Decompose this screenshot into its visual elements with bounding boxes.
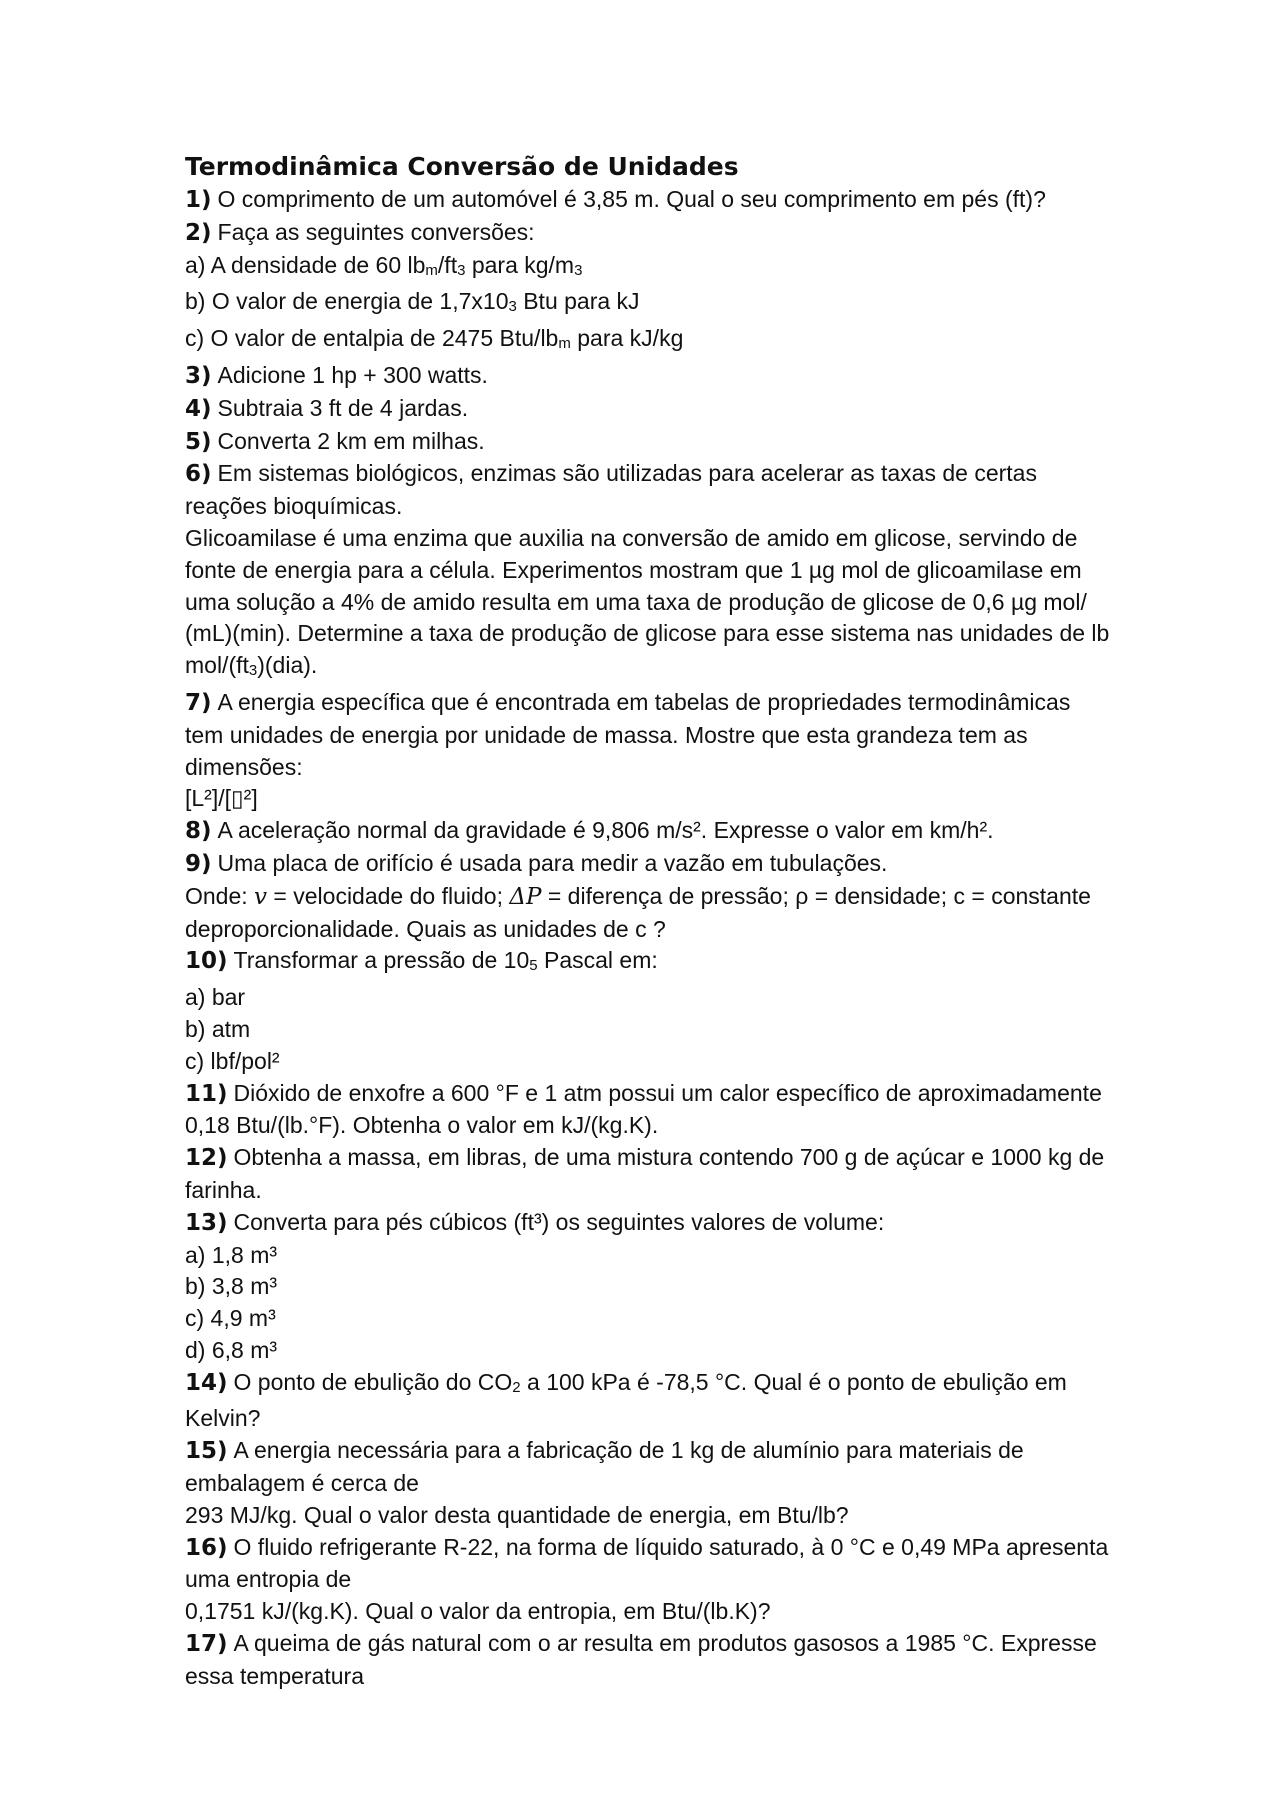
question-number: 9) (185, 850, 212, 877)
text-run: Glicoamilase é uma enzima que auxilia na conversão de amido em glicose, servindo de fonte de energia para a célula. Experimentos mostram que 1 µg mol de glicoamilase em uma solução a 4% de amido resulta em uma taxa de produção de glicose de 0,6 µg mol/ (mL)(min). Determine a taxa de produção de glicose para esse sistema nas unidades de lb mol/(ft (185, 524, 1110, 679)
question-text: Subtraia 3 ft de 4 jardas. (217, 394, 469, 421)
text-run: Pascal em: (537, 947, 658, 974)
question-10 (185, 945, 1115, 982)
question-number: 2) (185, 219, 212, 246)
document-title: Termodinâmica Conversão de Unidades (185, 152, 739, 181)
question-2-item-c (185, 323, 1115, 360)
text-run: Onde: (185, 882, 255, 909)
question-13-item-a: a) 1,8 m³ (185, 1241, 278, 1268)
question-text: Adicione 1 hp + 300 watts. (217, 361, 488, 388)
question-9 (185, 848, 1115, 881)
question-text: Uma placa de orifício é usada para medir a vazão em tubulações. (217, 849, 888, 876)
question-text: O comprimento de um automóvel é 3,85 m. Qual o seu comprimento em pés (ft)? (217, 186, 1046, 212)
question-number: 1) (185, 187, 212, 213)
question-7-formula: [L²]/[▯²] (185, 785, 258, 812)
text-run: = diferença de pressão; ρ = densidade; c = constante deproporcionalidade. Quais as unidades de c ? (185, 882, 1091, 942)
text-run: a) A densidade de 60 lb (185, 251, 426, 278)
text-run: c) O valor de entalpia de 2475 Btu/lb (185, 325, 559, 352)
question-12 (185, 1142, 1115, 1207)
subscript: 5 (529, 957, 538, 975)
text-run: para kJ/kg (570, 325, 684, 352)
question-text: A energia necessária para a fabricação de 1 kg de alumínio para materiais de embalagem é cerca de (185, 1437, 1024, 1497)
question-number: 17) (185, 1631, 228, 1658)
question-13 (185, 1207, 1115, 1240)
velocity-symbol: v (254, 883, 268, 910)
question-number: 4) (185, 395, 212, 422)
question-10-item-c: c) lbf/pol² (185, 1047, 280, 1074)
question-number: 11) (185, 1080, 228, 1107)
text-run: b) O valor de energia de 1,7x10 (185, 288, 509, 315)
question-16 (185, 1532, 1115, 1597)
subscript: m (558, 335, 571, 353)
question-17 (185, 1628, 1115, 1693)
question-number: 3) (185, 362, 212, 389)
question-9-legend (185, 881, 1115, 946)
subscript: 3 (457, 261, 466, 279)
text-run: )(dia). (257, 652, 318, 679)
subscript: m (425, 261, 438, 279)
question-text: Dióxido de enxofre a 600 °F e 1 atm possui um calor específico de aproximadamente 0,18 Btu/(lb.°F). Obtenha o valor em kJ/(kg.K). (185, 1079, 1102, 1139)
question-15-continuation: 293 MJ/kg. Qual o valor desta quantidade de energia, em Btu/lb? (185, 1501, 849, 1528)
question-6-paragraph (185, 523, 1115, 687)
subscript: 2 (512, 1378, 521, 1396)
question-13-item-b: b) 3,8 m³ (185, 1273, 278, 1300)
question-text: O fluido refrigerante R-22, na forma de líquido saturado, à 0 °C e 0,49 MPa apresenta uma entropia de (185, 1533, 1109, 1593)
question-text: A energia específica que é encontrada em tabelas de propriedades termodinâmicas tem unidades de energia por unidade de massa. Mostre que esta grandeza tem as dimensões: (185, 688, 1071, 780)
question-number: 15) (185, 1438, 228, 1465)
question-text: Obtenha a massa, em libras, de uma mistura contendo 700 g de açúcar e 1000 kg de farinha. (185, 1144, 1105, 1203)
question-13-item-d: d) 6,8 m³ (185, 1336, 278, 1363)
question-7 (185, 687, 1115, 783)
text-run: = velocidade do fluido; (267, 882, 510, 909)
subscript: 3 (248, 662, 258, 680)
question-text: A aceleração normal da gravidade é 9,806 m/s². Expresse o valor em km/h². (217, 817, 994, 844)
question-8 (185, 815, 1115, 848)
question-15 (185, 1435, 1115, 1500)
question-number: 6) (185, 461, 212, 488)
question-number: 12) (185, 1145, 228, 1172)
text-run: a 100 kPa é -78,5 °C. Qual é o ponto de ebulição em Kelvin? (185, 1368, 1067, 1432)
question-3 (185, 360, 1115, 393)
pressure-difference-symbol: ΔP (509, 883, 542, 910)
question-2-item-a (185, 250, 1115, 287)
text-run: /ft (437, 251, 458, 278)
question-text: A queima de gás natural com o ar resulta em produtos gasosos a 1985 °C. Expresse essa temperatura (185, 1630, 1097, 1689)
question-13-item-c: c) 4,9 m³ (185, 1305, 276, 1332)
question-number: 10) (185, 948, 228, 975)
question-5 (185, 426, 1115, 459)
subscript: 3 (574, 261, 583, 279)
question-number: 16) (185, 1534, 228, 1561)
question-2 (185, 217, 1115, 250)
question-14 (185, 1367, 1115, 1436)
question-number: 13) (185, 1209, 228, 1236)
question-16-continuation: 0,1751 kJ/(kg.K). Qual o valor da entropia, em Btu/(lb.K)? (185, 1598, 771, 1625)
question-text: Converta para pés cúbicos (ft³) os seguintes valores de volume: (233, 1208, 885, 1235)
text-run: O ponto de ebulição do CO (233, 1368, 513, 1395)
question-number: 8) (185, 818, 212, 845)
question-text: Em sistemas biológicos, enzimas são utilizadas para acelerar as taxas de certas reações bioquímicas. (185, 460, 1037, 520)
question-text: Converta 2 km em milhas. (217, 427, 485, 454)
question-11 (185, 1078, 1115, 1143)
text-run: Transformar a pressão de 10 (233, 947, 530, 974)
question-10-item-b: b) atm (185, 1015, 251, 1042)
question-2-item-b (185, 286, 1115, 323)
question-4 (185, 393, 1115, 426)
text-run: para kg/m (465, 251, 575, 278)
question-text: Faça as seguintes conversões: (217, 218, 535, 245)
question-number: 14) (185, 1369, 228, 1396)
document-page (185, 150, 1115, 1693)
question-10-item-a: a) bar (185, 984, 246, 1011)
question-number: 5) (185, 428, 212, 455)
text-run: Btu para kJ (516, 288, 640, 315)
subscript: 3 (508, 298, 517, 316)
question-6 (185, 458, 1115, 523)
question-number: 7) (185, 689, 212, 716)
question-1 (185, 184, 1115, 217)
